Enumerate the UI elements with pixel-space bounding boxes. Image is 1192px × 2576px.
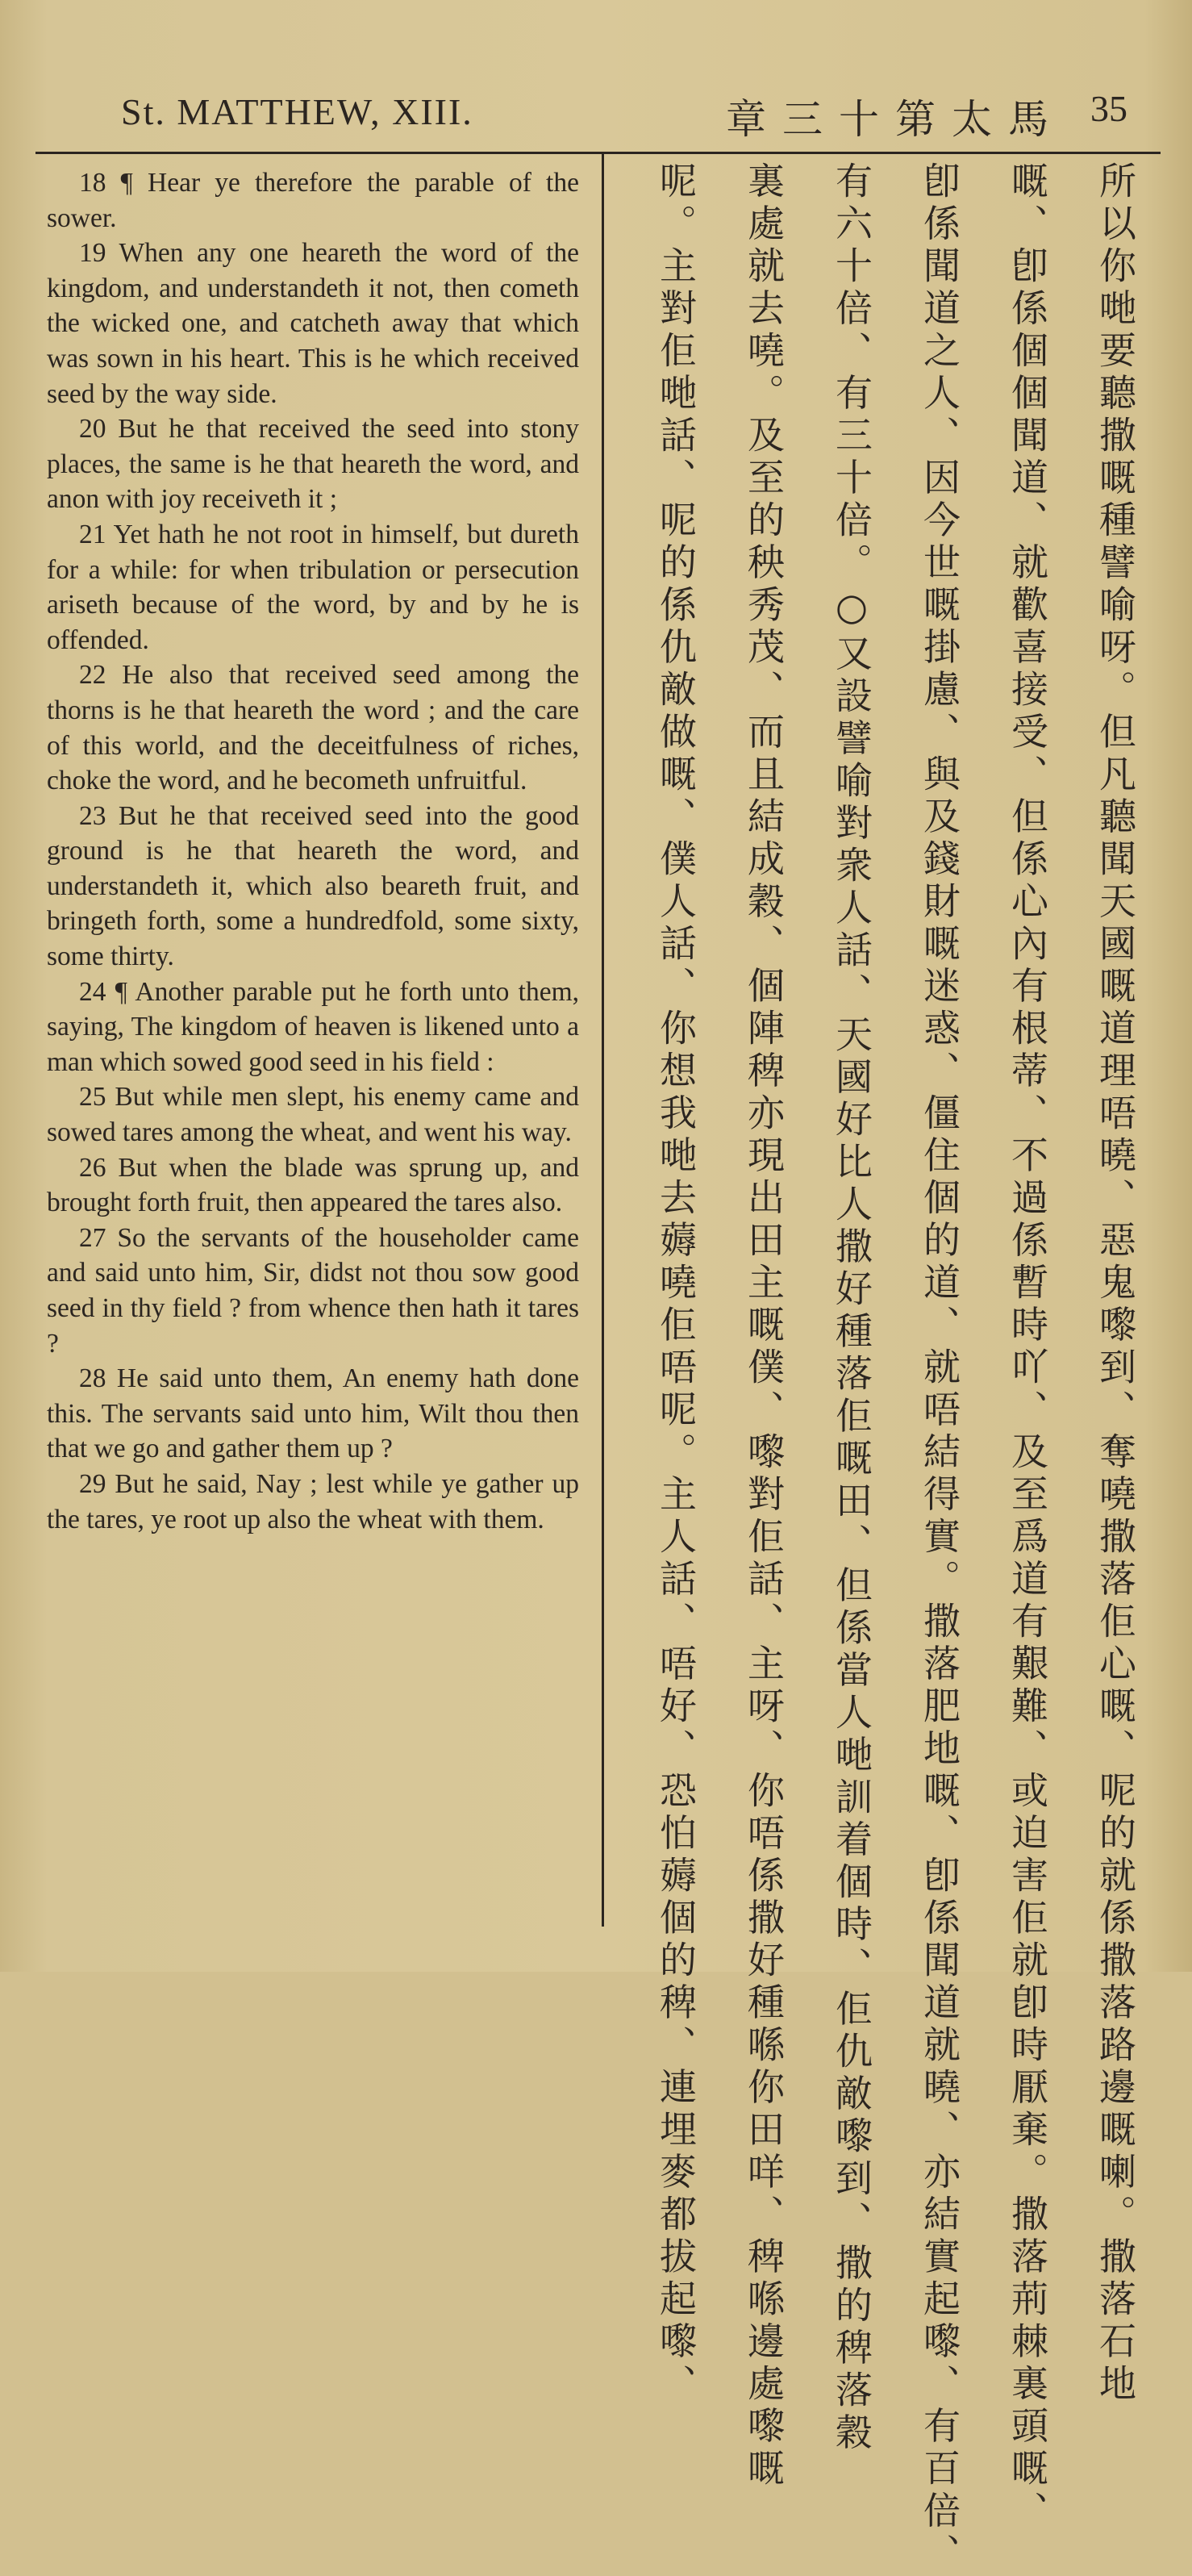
verse-20: 20 But he that received the seed into stony places, the same is he that heareth the word, and anon with joy receiveth it ; — [47, 414, 579, 515]
verse-27: 27 So the servants of the householder came and said unto him, Sir, didst not thou sow good seed in thy field ? from whence then hath it tares ? — [47, 1222, 579, 1359]
verse-22: 22 He also that received seed among the thorns is he that heareth the word ; and the care of this world, and the deceitfulness of riches, choke the word, and he becometh unfruitful. — [47, 660, 579, 796]
header-rule — [35, 152, 1161, 154]
verse-18: 18 ¶ Hear ye therefore the parable of the sower. — [47, 168, 579, 233]
verse-23: 23 But he that received seed into the good ground is he that heareth the word, and understandeth it, which also beareth fruit, and bringeth forth, some a hundredfold, some sixty, some thirty. — [47, 800, 579, 972]
running-header-chinese: 章三十第太馬 — [726, 96, 1065, 143]
verse-24: 24 ¶ Another parable put he forth unto them, saying, The kingdom of heaven is likened unto a man which sowed good seed in his field : — [47, 976, 579, 1077]
chinese-line-2: 嘅、卽係個個聞道、就歡喜接受、但係心內有根蒂、不過係暫時吖、及至爲道有艱難、或迫害佢就卽時厭棄。撒落荊棘裏頭嘅、 — [1006, 161, 1049, 2533]
english-text-column — [47, 165, 579, 1537]
page-number: 35 — [1090, 88, 1127, 129]
chinese-line-1: 所以你哋要聽撒嘅種譬喻呀。但凡聽聞天國嘅道理唔曉、惡鬼嚟到、奪嘵撒落佢心嘅、呢的就係撒落路邊嘅喇。撒落石地 — [1094, 161, 1137, 2407]
chinese-line-4: 有六十倍、有三十倍。○又設譬喻對衆人話、天國好比人撒好種落佢嘅田、但係當人哋訓着個時、佢仇敵嚟到、撒的稗落穀 — [830, 161, 873, 2455]
running-header-english: St. MATTHEW, XIII. — [121, 91, 473, 132]
column-divider — [602, 152, 604, 1927]
verse-21: 21 Yet hath he not root in himself, but dureth for a while: for when tribulation or persecution ariseth because of the word, by and by he is offended. — [47, 519, 579, 655]
chinese-line-5: 裏處就去嘵。及至的秧秀茂、而且結成穀、個陣稗亦現出田主嘅僕、嚟對佢話、主呀、你唔係撒好種喺你田咩、稗喺邊處嚟嘅 — [742, 161, 786, 2491]
chinese-text-column — [621, 161, 1145, 2576]
verse-25: 25 But while men slept, his enemy came and sowed tares among the wheat, and went his way. — [47, 1082, 579, 1148]
verse-28: 28 He said unto them, An enemy hath done this. The servants said unto him, Wilt thou then that we go and gather them up ? — [47, 1363, 579, 1464]
chinese-line-3: 卽係聞道之人、因今世嘅掛慮、與及錢財嘅迷惑、僵住個的道、就唔結得實。撒落肥地嘅、卽係聞道就曉、亦結實起嚟、有百倍、 — [918, 161, 961, 2576]
verse-26: 26 But when the blade was sprung up, and brought forth fruit, then appeared the tares also. — [47, 1152, 579, 1218]
chinese-line-6: 呢。主對佢哋話、呢的係仇敵做嘅、僕人話、你想我哋去薅嘵佢唔呢。主人話、唔好、恐怕薅個的稗、連埋麥都拔起嚟、 — [654, 161, 698, 2407]
verse-19: 19 When any one heareth the word of the kingdom, and understandeth it not, then cometh the wicked one, and catcheth away that which was sown in his heart. This is he which received seed by the way side. — [47, 238, 579, 409]
verse-29: 29 But he said, Nay ; lest while ye gather up the tares, ye root up also the wheat with them. — [47, 1468, 579, 1534]
